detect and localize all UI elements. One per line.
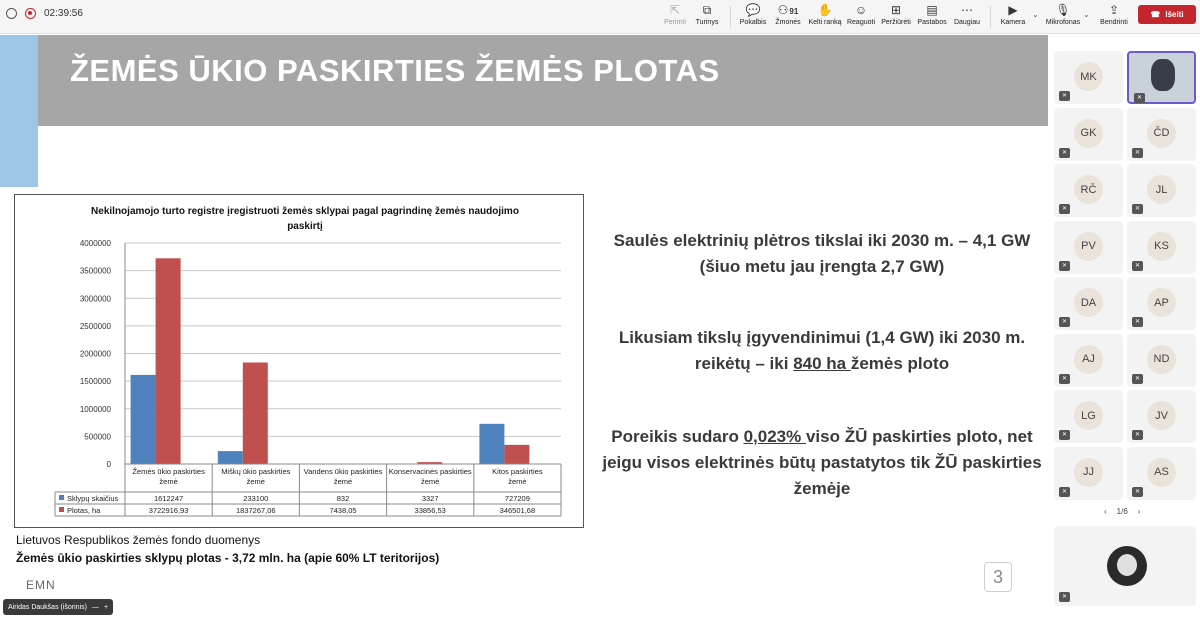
bar-sklypu-skaicius	[218, 451, 243, 464]
y-tick-label: 2500000	[79, 321, 111, 331]
avatar: JV	[1147, 401, 1176, 430]
participant-video-tile[interactable]	[1127, 51, 1196, 104]
mic-muted-icon: ✕	[1059, 261, 1070, 271]
data-label: 1612247	[153, 494, 184, 503]
bar-sklypu-skaicius	[131, 375, 156, 464]
participant-tile[interactable]	[1054, 447, 1123, 500]
x-tick-label: Žemės ūkio paskirties žemė	[132, 467, 205, 486]
mic-muted-icon: ✕	[1059, 148, 1070, 158]
mic-muted-icon: ✕	[1132, 430, 1143, 440]
avatar: ND	[1147, 345, 1176, 374]
chevron-right-icon[interactable]: ›	[1137, 507, 1141, 516]
x-tick-label: Kitos paskirties žemė	[492, 467, 543, 486]
avatar: KS	[1147, 232, 1176, 261]
avatar: GK	[1074, 119, 1103, 148]
toolbar-divider	[730, 6, 731, 28]
mic-muted-icon: ✕	[1059, 487, 1070, 497]
take-control-button[interactable]: ⇱ Perimti	[655, 3, 695, 26]
bar-plotas-ha	[504, 445, 529, 464]
smiley-icon: ☺	[854, 3, 868, 17]
camera-off-icon: ▶	[1008, 3, 1018, 17]
avatar: DA	[1074, 288, 1103, 317]
shield-icon	[6, 8, 17, 19]
y-tick-label: 4000000	[79, 239, 111, 248]
highlight-hectares: 840 ha	[793, 354, 851, 373]
mic-muted-icon: ✕	[1059, 91, 1070, 101]
y-tick-label: 3000000	[79, 294, 111, 304]
mic-muted-icon: ✕	[1134, 93, 1145, 103]
microphone-button[interactable]: 🎙 Mikrofonas	[1043, 3, 1083, 26]
avatar: ČD	[1147, 119, 1176, 148]
plus-icon[interactable]: +	[103, 603, 109, 611]
avatar: JJ	[1074, 458, 1103, 487]
y-tick-label: 1000000	[79, 404, 111, 414]
toolbar-divider	[990, 6, 991, 28]
text-remaining-need: Likusiam tikslų įgyvendinimui (1,4 GW) iki 2030 m. reikėtų – iki 840 ha žemės ploto	[618, 328, 1026, 373]
legend-swatch	[59, 507, 64, 512]
mic-muted-icon: ✕	[1132, 317, 1143, 327]
camera-button[interactable]: ▶ Kamera	[993, 3, 1033, 26]
share-icon: ⇪	[1108, 3, 1120, 17]
people-icon: ⚇91	[777, 3, 799, 17]
highlight-percent: 0,023%	[743, 427, 806, 446]
cursor-icon: ⇱	[669, 3, 681, 17]
legend-swatch	[59, 495, 64, 500]
participant-pager	[1104, 507, 1140, 516]
mic-muted-icon: ✕	[1132, 204, 1143, 214]
share-content-icon: ⧉	[702, 3, 712, 17]
participant-tile[interactable]	[1054, 390, 1123, 443]
legend-label: Sklypų skaičius	[67, 494, 119, 503]
mic-muted-icon: ✕	[1132, 487, 1143, 497]
data-label: 3722916,93	[148, 506, 189, 515]
chart-frame	[14, 194, 584, 528]
participant-tile[interactable]	[1127, 390, 1196, 443]
data-label: 33856,53	[414, 506, 446, 515]
data-label: 727209	[504, 494, 530, 503]
bar-plotas-ha	[156, 258, 181, 464]
hand-icon: ✋	[817, 3, 833, 17]
meeting-timer: 02:39:56	[44, 8, 83, 19]
share-button[interactable]: ⇪ Bendrinti	[1094, 3, 1134, 26]
mic-muted-icon: ✕	[1059, 592, 1070, 602]
participant-tile[interactable]	[1054, 51, 1123, 104]
avatar: LG	[1074, 401, 1103, 430]
content-button[interactable]: ⧉ Turinys	[687, 3, 727, 26]
avatar: JL	[1147, 175, 1176, 204]
bar-sklypu-skaicius	[479, 424, 504, 464]
x-tick-label: Konservacinės paskirties žemė	[388, 467, 472, 486]
notes-button[interactable]: ▤ Pastabos	[912, 3, 952, 26]
bar-chart	[15, 195, 583, 527]
slide-title-banner	[38, 35, 1048, 126]
raise-hand-button[interactable]: ✋ Kelti ranką	[805, 3, 845, 26]
phone-hangup-icon: ☎	[1150, 10, 1161, 19]
participant-tile[interactable]	[1054, 164, 1123, 217]
participant-tile[interactable]	[1127, 277, 1196, 330]
participant-photo	[1151, 59, 1175, 91]
people-button[interactable]: ⚇91 Žmonės	[768, 3, 808, 26]
data-label: 233100	[243, 494, 269, 503]
record-icon	[25, 8, 36, 19]
meeting-toolbar	[0, 0, 1200, 34]
mic-chevron-icon[interactable]: ⌄	[1083, 10, 1090, 19]
participant-tile[interactable]	[1127, 334, 1196, 387]
more-icon: ⋯	[961, 3, 973, 17]
participant-count: 91	[789, 7, 799, 16]
mic-muted-icon: ✕	[1132, 148, 1143, 158]
y-tick-label: 3500000	[79, 266, 111, 276]
data-source: Lietuvos Respublikos žemės fondo duomenys	[16, 533, 261, 547]
mic-muted-icon: ✕	[1059, 374, 1070, 384]
organization-logo: EMN	[26, 578, 56, 592]
pager-label: 1/6	[1116, 507, 1128, 516]
land-area-summary: Žemės ūkio paskirties sklypų plotas - 3,72 mln. ha (apie 60% LT teritorijos)	[16, 551, 440, 565]
slide-accent-bar	[0, 35, 38, 187]
participant-tile[interactable]	[1054, 334, 1123, 387]
avatar: RČ	[1074, 175, 1103, 204]
chat-icon: 💬	[745, 3, 761, 17]
recording-status	[6, 8, 83, 19]
avatar: AJ	[1074, 345, 1103, 374]
data-label: 346501,68	[499, 506, 536, 515]
participant-photo	[1107, 546, 1147, 586]
mic-muted-icon: ✕	[1059, 204, 1070, 214]
react-button[interactable]: ☺ Reaguoti	[841, 3, 881, 26]
mic-muted-icon: ✕	[1132, 261, 1143, 271]
shared-slide	[0, 35, 1048, 617]
chevron-left-icon[interactable]: ‹	[1104, 507, 1107, 516]
data-label: 1837267,06	[235, 506, 276, 515]
participant-tile[interactable]	[1127, 164, 1196, 217]
grid-icon: ⊞	[890, 3, 902, 17]
data-label: 3327	[421, 494, 439, 503]
mic-muted-icon: ✕	[1132, 374, 1143, 384]
data-label: 7438,05	[329, 506, 357, 515]
avatar: AP	[1147, 288, 1176, 317]
avatar: AS	[1147, 458, 1176, 487]
slide-page-number: 3	[984, 562, 1012, 592]
leave-button[interactable]: ☎ Išeiti	[1138, 5, 1196, 24]
bar-plotas-ha	[243, 362, 268, 464]
slide-title: ŽEMĖS ŪKIO PASKIRTIES ŽEMĖS PLOTAS	[70, 53, 720, 88]
participant-tile[interactable]	[1127, 108, 1196, 161]
chat-button[interactable]: 💬 Pokalbis	[733, 3, 773, 26]
participant-tile[interactable]	[1054, 108, 1123, 161]
participant-video-tile[interactable]	[1054, 526, 1196, 606]
x-tick-label: Miškų ūkio paskirties žemė	[221, 467, 291, 486]
mic-off-icon: 🎙	[1055, 3, 1071, 17]
x-tick-label: Vandens ūkio paskirties žemė	[303, 467, 383, 486]
text-share-of-land: Poreikis sudaro 0,023% viso ŽŪ paskirties ploto, net jeigu visos elektrinės būtų pastatytos tik ŽŪ paskirties žemėje	[602, 427, 1042, 498]
y-tick-label: 0	[106, 460, 111, 469]
y-tick-label: 500000	[84, 432, 111, 442]
participant-tile[interactable]	[1127, 447, 1196, 500]
legend-label: Plotas, ha	[67, 506, 101, 515]
y-tick-label: 1500000	[79, 377, 111, 387]
text-solar-targets: Saulės elektrinių plėtros tikslai iki 2030 m. – 4,1 GW (šiuo metu jau įrengta 2,7 GW)	[613, 231, 1031, 276]
participant-tile[interactable]	[1127, 221, 1196, 274]
more-button[interactable]: ⋯ Daugiau	[947, 3, 987, 26]
mic-muted-icon: ✕	[1059, 317, 1070, 327]
view-button[interactable]: ⊞ Peržiūrėti	[876, 3, 916, 26]
minus-icon[interactable]: —	[91, 603, 99, 611]
participant-tile[interactable]	[1054, 221, 1123, 274]
speaker-name-tag[interactable]: Airidas Daukšas (išorinis) — +	[3, 599, 113, 615]
participant-tile[interactable]	[1054, 277, 1123, 330]
chart-title: Nekilnojamojo turto registre įregistruoti žemės sklypai pagal pagrindinę žemės naudojimo paskirtį	[91, 206, 519, 232]
notes-icon: ▤	[926, 3, 938, 17]
avatar: MK	[1074, 62, 1103, 91]
y-tick-label: 2000000	[79, 349, 111, 359]
camera-chevron-icon[interactable]: ⌄	[1032, 10, 1039, 19]
data-label: 832	[336, 494, 350, 503]
avatar: PV	[1074, 232, 1103, 261]
mic-muted-icon: ✕	[1059, 430, 1070, 440]
